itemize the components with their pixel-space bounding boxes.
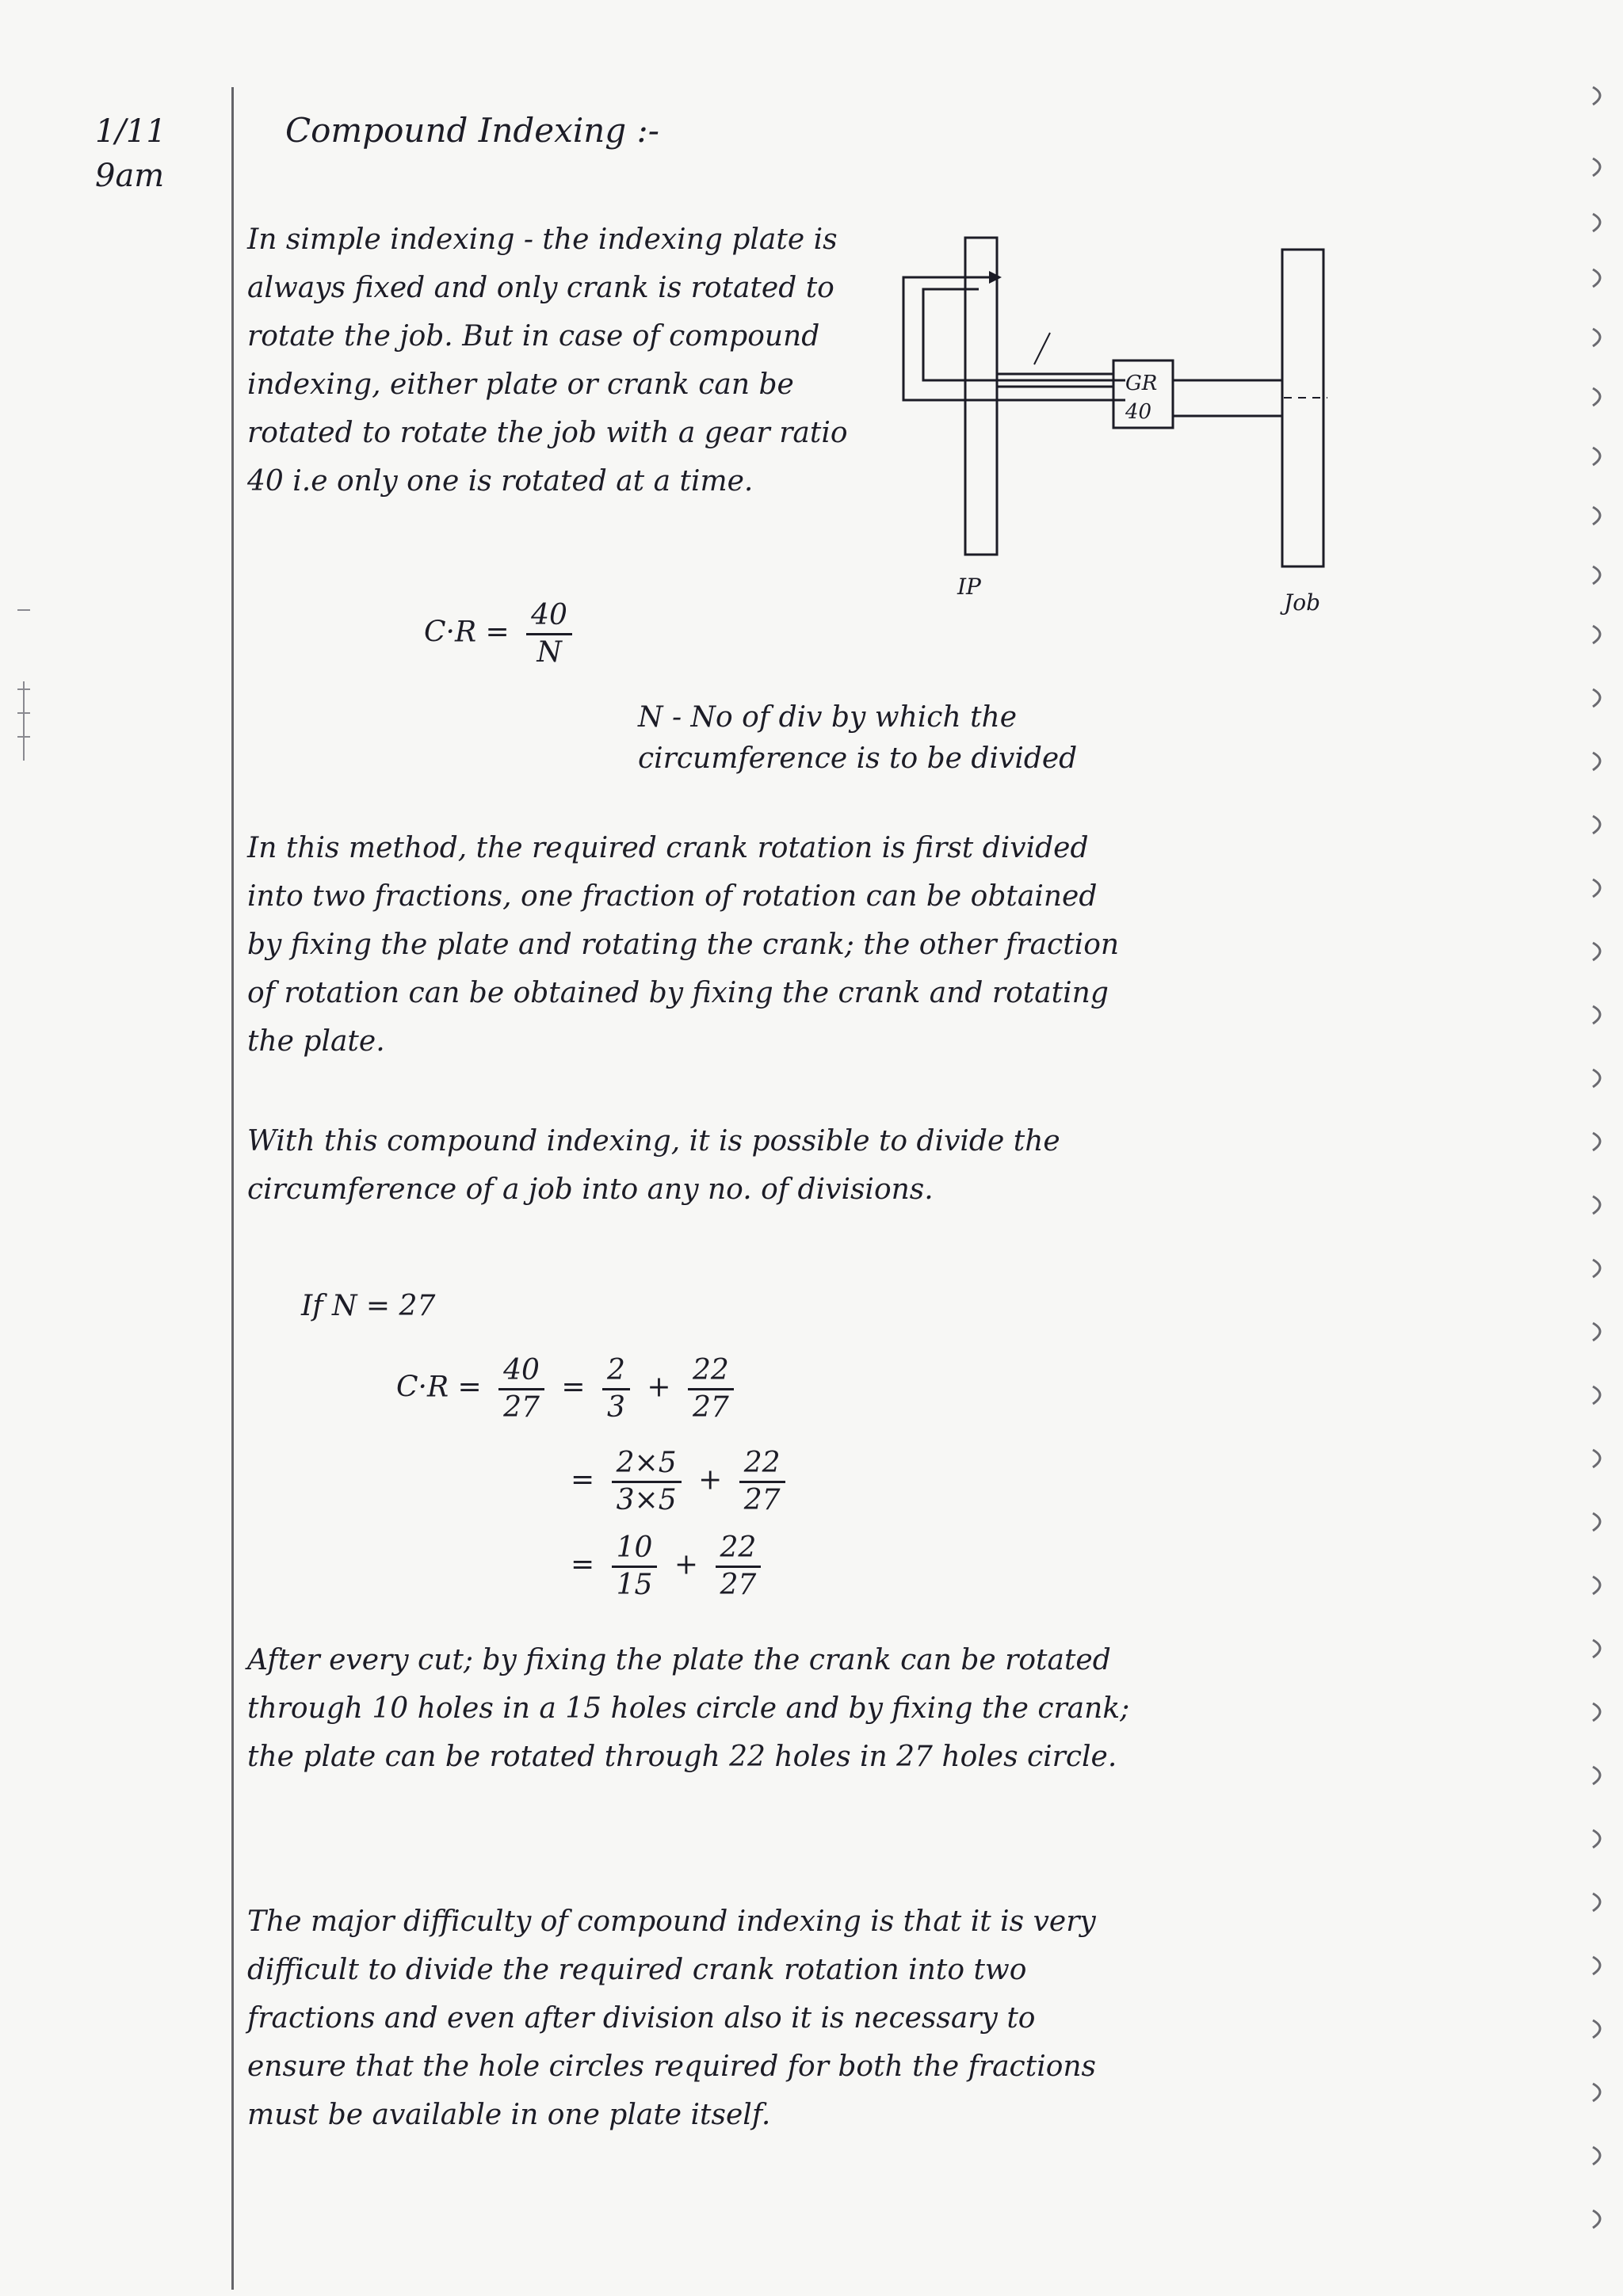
page-title: Compound Indexing :- bbox=[285, 111, 659, 150]
fraction-10-15 bbox=[612, 1531, 658, 1603]
fraction-denominator: 3×5 bbox=[616, 1484, 677, 1516]
fraction-22-27 bbox=[716, 1531, 762, 1603]
gear-label-gr: GR bbox=[1125, 372, 1158, 395]
fraction-2-3 bbox=[602, 1353, 630, 1425]
crank-arrow-icon bbox=[989, 271, 1002, 284]
example-line-2 bbox=[571, 1446, 793, 1518]
pointer-line bbox=[1034, 333, 1050, 364]
crank-ratio-formula bbox=[424, 598, 580, 670]
fraction-denominator: 27 bbox=[503, 1391, 540, 1424]
fraction-numerator: 2×5 bbox=[612, 1446, 682, 1483]
gear-label-40: 40 bbox=[1125, 400, 1152, 424]
equals-sign: = bbox=[571, 1463, 595, 1497]
date-line-date: 1/11 bbox=[95, 113, 166, 150]
difficulty-paragraph: The major difficulty of compound indexing is that it is very difficult to divide the required crank rotation into two fractions and even after division also it is necessary to ensure that the hole circles required for both the fractions must be available in one plate itself. bbox=[247, 1905, 1097, 2131]
crank-ratio-lhs: C·R = bbox=[424, 616, 510, 649]
plus-sign: + bbox=[647, 1371, 671, 1404]
fraction-denominator: 3 bbox=[607, 1391, 625, 1424]
crank-arm bbox=[903, 277, 1125, 400]
fraction-denominator: 27 bbox=[693, 1391, 729, 1424]
fraction-numerator: 22 bbox=[688, 1353, 734, 1390]
example-line-1 bbox=[396, 1353, 742, 1425]
date-note bbox=[95, 109, 166, 198]
crank-ratio-fraction bbox=[526, 598, 572, 670]
intro-paragraph: In simple indexing - the indexing plate is always fixed and only crank is rotated to rotate the job. But in case of compound indexing, either plate or crank can be rotated to rotate the job with a gear ratio 40 i.e only one is rotated at a time. bbox=[247, 223, 848, 498]
indexing-diagram bbox=[888, 230, 1331, 626]
fraction-2x5-3x5 bbox=[612, 1446, 682, 1518]
crank-inner bbox=[923, 289, 1125, 380]
plus-sign: + bbox=[698, 1463, 723, 1497]
fraction-22-27 bbox=[739, 1446, 785, 1518]
job-label: Job bbox=[1284, 589, 1321, 616]
n-definition: N - No of div by which the circumference is to be divided bbox=[638, 701, 1078, 775]
fraction-numerator: 40 bbox=[498, 1353, 544, 1390]
scan-edge-marks bbox=[10, 602, 41, 776]
fraction-denominator: 15 bbox=[616, 1569, 653, 1601]
equals-sign: = bbox=[561, 1371, 586, 1404]
date-line-time: 9am bbox=[95, 158, 165, 194]
fraction-numerator: 22 bbox=[739, 1446, 785, 1483]
binding-marks bbox=[1577, 55, 1623, 2274]
job-block bbox=[1282, 250, 1323, 566]
fraction-22-27 bbox=[688, 1353, 734, 1425]
fraction-denominator: 27 bbox=[743, 1484, 781, 1516]
example-line-1-lhs: C·R = bbox=[396, 1371, 482, 1404]
binding-arcs bbox=[1593, 87, 1600, 2228]
after-cut-paragraph: After every cut; by fixing the plate the crank can be rotated through 10 holes in a 15 holes circle and by fixing the crank; the plate can be rotated through 22 holes in 27 holes circle. bbox=[247, 1644, 1130, 1773]
ip-label: IP bbox=[957, 574, 981, 600]
crank-ratio-numerator: 40 bbox=[526, 598, 572, 635]
example-line-3 bbox=[571, 1531, 769, 1603]
indexing-plate bbox=[965, 238, 997, 555]
fraction-numerator: 2 bbox=[602, 1353, 630, 1390]
margin-line bbox=[231, 87, 234, 2290]
crank-ratio-denominator: N bbox=[537, 636, 562, 669]
method-paragraph: In this method, the required crank rotation is first divided into two fractions, one fraction of rotation can be obtained by fixing the plate and rotating the crank; the other fraction of rotation can be obtained by fixing the crank and rotating the plate. bbox=[247, 832, 1120, 1058]
plus-sign: + bbox=[674, 1548, 699, 1581]
equals-sign: = bbox=[571, 1548, 595, 1581]
fraction-numerator: 10 bbox=[612, 1531, 658, 1568]
example-heading: If N = 27 bbox=[301, 1290, 436, 1322]
possibility-paragraph: With this compound indexing, it is possible to divide the circumference of a job into any no. of divisions. bbox=[247, 1125, 1060, 1206]
fraction-numerator: 22 bbox=[716, 1531, 762, 1568]
fraction-40-27 bbox=[498, 1353, 544, 1425]
fraction-denominator: 27 bbox=[720, 1569, 757, 1601]
